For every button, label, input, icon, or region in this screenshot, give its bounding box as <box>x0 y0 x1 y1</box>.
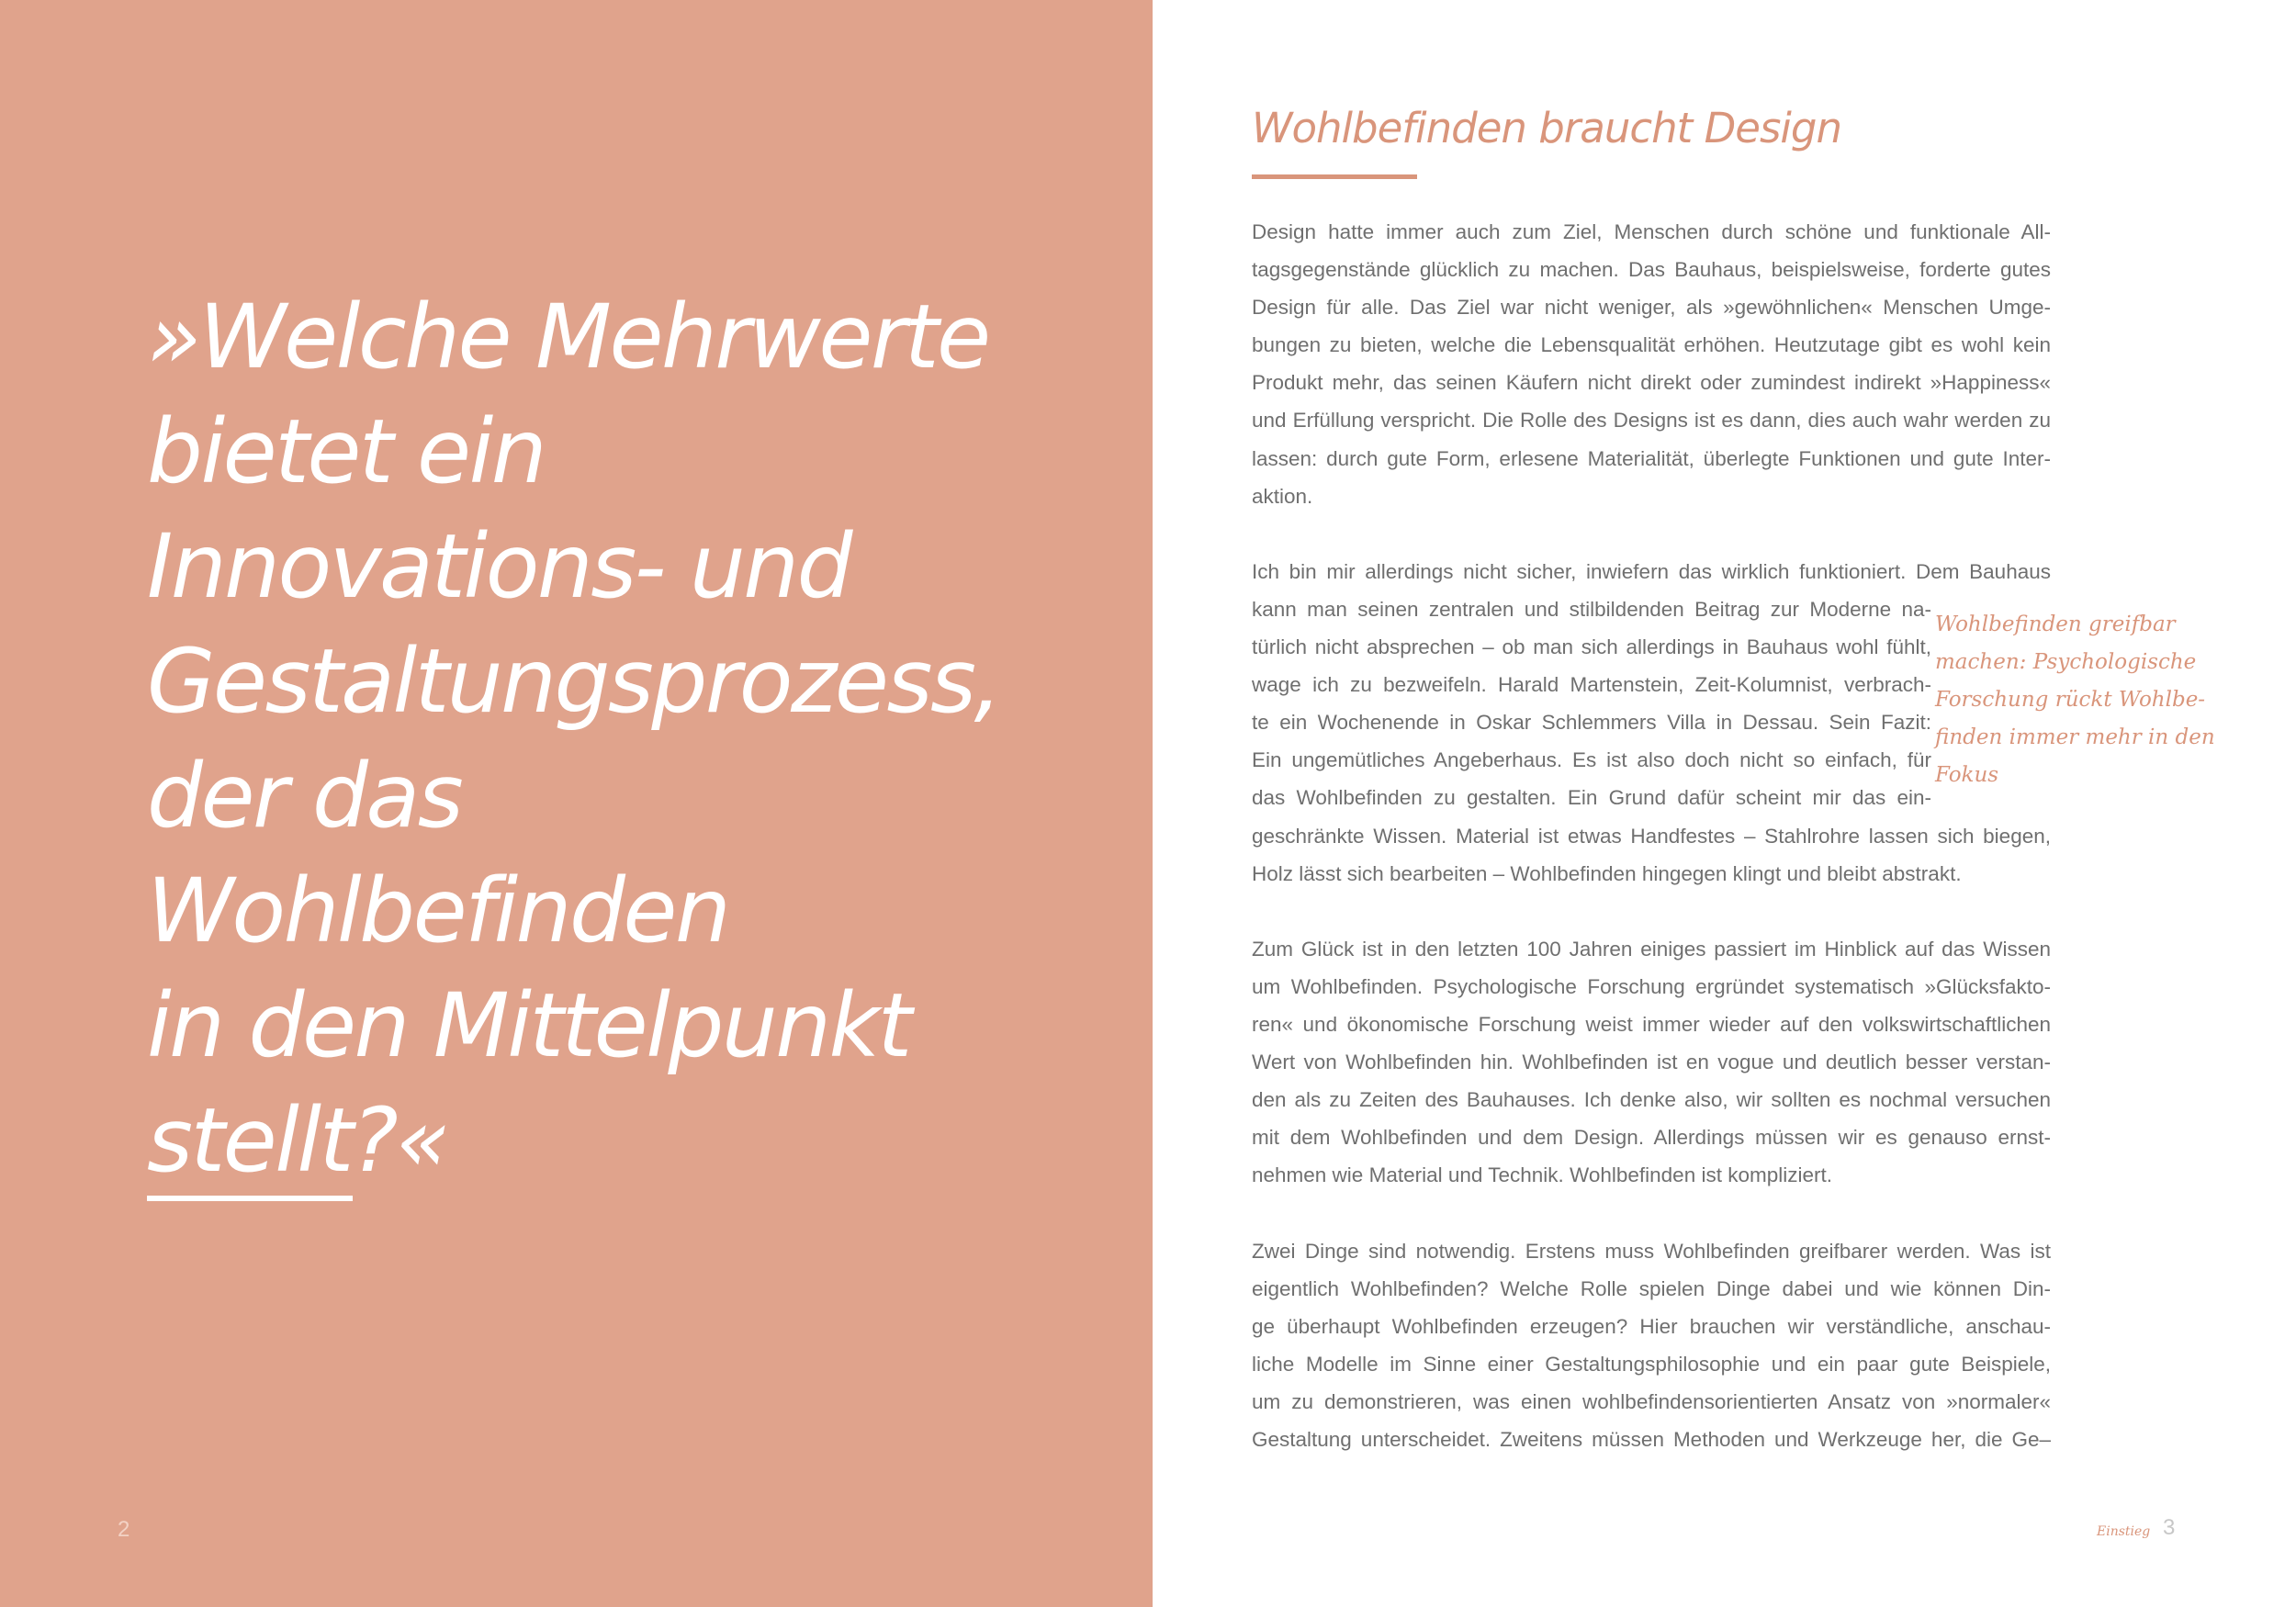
body-line: Produkt mehr, das seinen Käufern nicht direkt oder zumindest indirekt »Happiness« <box>1252 371 2051 395</box>
body-line: Holz lässt sich bearbeiten – Wohlbefinden hingegen klingt und bleibt abstrakt. <box>1252 861 1962 885</box>
body-line: ge überhaupt Wohlbefinden erzeugen? Hier brauchen wir verständliche, anschau- <box>1252 1314 2051 1338</box>
quote-line: Wohlbefinden <box>147 860 729 962</box>
body-line: Design hatte immer auch zum Ziel, Menschen durch schöne und funktionale All- <box>1252 220 2051 243</box>
margin-pull-quote <box>1935 606 2215 794</box>
body-paragraph <box>1252 930 2051 1195</box>
quote-line: bietet ein <box>147 400 546 503</box>
body-line: Wert von Wohlbefinden hin. Wohlbefinden ist en vogue und deutlich besser verstan- <box>1252 1051 2051 1074</box>
body-line: eigentlich Wohlbefinden? Welche Rolle spielen Dinge dabei und wie können Din- <box>1252 1276 2051 1300</box>
body-line: wage ich zu bezweifeln. Harald Martenstein, Zeit-Kolumnist, verbrach- <box>1252 673 1931 697</box>
body-line: Zwei Dinge sind notwendig. Erstens muss Wohlbefinden greifbarer werden. Was ist <box>1252 1239 2051 1263</box>
body-line: den als zu Zeiten des Bauhauses. Ich denke also, wir sollten es nochmal versuchen <box>1252 1088 2051 1112</box>
page-number-right: 3 <box>2163 1515 2176 1540</box>
body-line: das Wohlbefinden zu gestalten. Ein Grund dafür scheint mir das ein- <box>1252 786 1931 810</box>
quote-line: in den Mittelpunkt <box>147 974 910 1077</box>
quote-line: Innovations- und <box>147 515 851 618</box>
body-line: um zu demonstrieren, was einen wohlbefindensorientierten Ansatz von »normaler« <box>1252 1389 2051 1413</box>
right-page <box>1153 0 2296 1607</box>
body-line: mit dem Wohlbefinden und dem Design. Allerdings müssen wir es genauso ernst- <box>1252 1126 2051 1150</box>
quote-line: stellt?« <box>147 1089 448 1192</box>
body-line: und Erfüllung verspricht. Die Rolle des Designs ist es dann, dies auch wahr werden zu <box>1252 409 2051 433</box>
section-title-rule <box>1252 174 1417 179</box>
pull-quote-line: Wohlbefinden greifbar <box>1935 612 2176 636</box>
body-line: liche Modelle im Sinne einer Gestaltungsphilosophie und ein paar gute Beispiele, <box>1252 1352 2051 1376</box>
quote-line: der das <box>147 745 462 848</box>
body-line: bungen zu bieten, welche die Lebensqualität erhöhen. Heutzutage gibt es wohl kein <box>1252 333 2051 357</box>
body-line: te ein Wochenende in Oskar Schlemmers Villa in Dessau. Sein Fazit: <box>1252 711 1931 735</box>
body-line: türlich nicht absprechen – ob man sich allerdings in Bauhaus wohl fühlt, <box>1252 635 1931 659</box>
pull-quote-line: Forschung rückt Wohlbe- <box>1935 688 2206 712</box>
pull-quote-large <box>147 280 1120 1198</box>
body-paragraph <box>1252 1232 2051 1459</box>
pull-quote-line: Fokus <box>1935 763 1999 787</box>
body-line: aktion. <box>1252 484 1313 508</box>
body-line: Design für alle. Das Ziel war nicht weniger, als »gewöhnlichen« Menschen Umge- <box>1252 296 2051 320</box>
pull-quote-line: machen: Psychologische <box>1935 650 2197 674</box>
quote-line: »Welche Mehrwerte <box>147 286 989 388</box>
body-line: kann man seinen zentralen und stilbildenden Beitrag zur Moderne na- <box>1252 597 1931 621</box>
pull-quote-line: finden immer mehr in den <box>1935 725 2215 749</box>
body-line: ren« und ökonomische Forschung weist immer wieder auf den volkswirtschaftlichen <box>1252 1012 2051 1036</box>
body-line: Zum Glück ist in den letzten 100 Jahren einiges passiert im Hinblick auf das Wissen <box>1252 937 2051 961</box>
body-paragraph <box>1252 213 2051 515</box>
body-line: nehmen wie Material und Technik. Wohlbefinden ist kompliziert. <box>1252 1163 1832 1187</box>
body-line: um Wohlbefinden. Psychologische Forschung ergründet systematisch »Glücksfakto- <box>1252 974 2051 998</box>
running-head: Einstieg <box>2097 1524 2151 1539</box>
body-line: tagsgegenstände glücklich zu machen. Das Bauhaus, beispielsweise, forderte gutes <box>1252 258 2051 282</box>
quote-line: Gestaltungsprozess, <box>147 630 1000 733</box>
body-line: Ich bin mir allerdings nicht sicher, inwiefern das wirklich funktioniert. Dem Bauhaus <box>1252 559 2051 583</box>
section-title: Wohlbefinden braucht Design <box>1252 104 1841 152</box>
page-number-left: 2 <box>118 1517 130 1542</box>
body-line: Ein ungemütliches Angeberhaus. Es ist also doch nicht so einfach, für <box>1252 748 1931 772</box>
quote-underline-rule <box>147 1196 353 1201</box>
body-text <box>1252 213 2051 1496</box>
body-line: lassen: durch gute Form, erlesene Materialität, überlegte Funktionen und gute Inter- <box>1252 446 2051 470</box>
body-line: geschränkte Wissen. Material ist etwas Handfestes – Stahlrohre lassen sich biegen, <box>1252 824 2051 848</box>
body-line: Gestaltung unterscheidet. Zweitens müssen Methoden und Werkzeuge her, die Ge– <box>1252 1428 2051 1451</box>
body-paragraph <box>1252 553 2051 893</box>
